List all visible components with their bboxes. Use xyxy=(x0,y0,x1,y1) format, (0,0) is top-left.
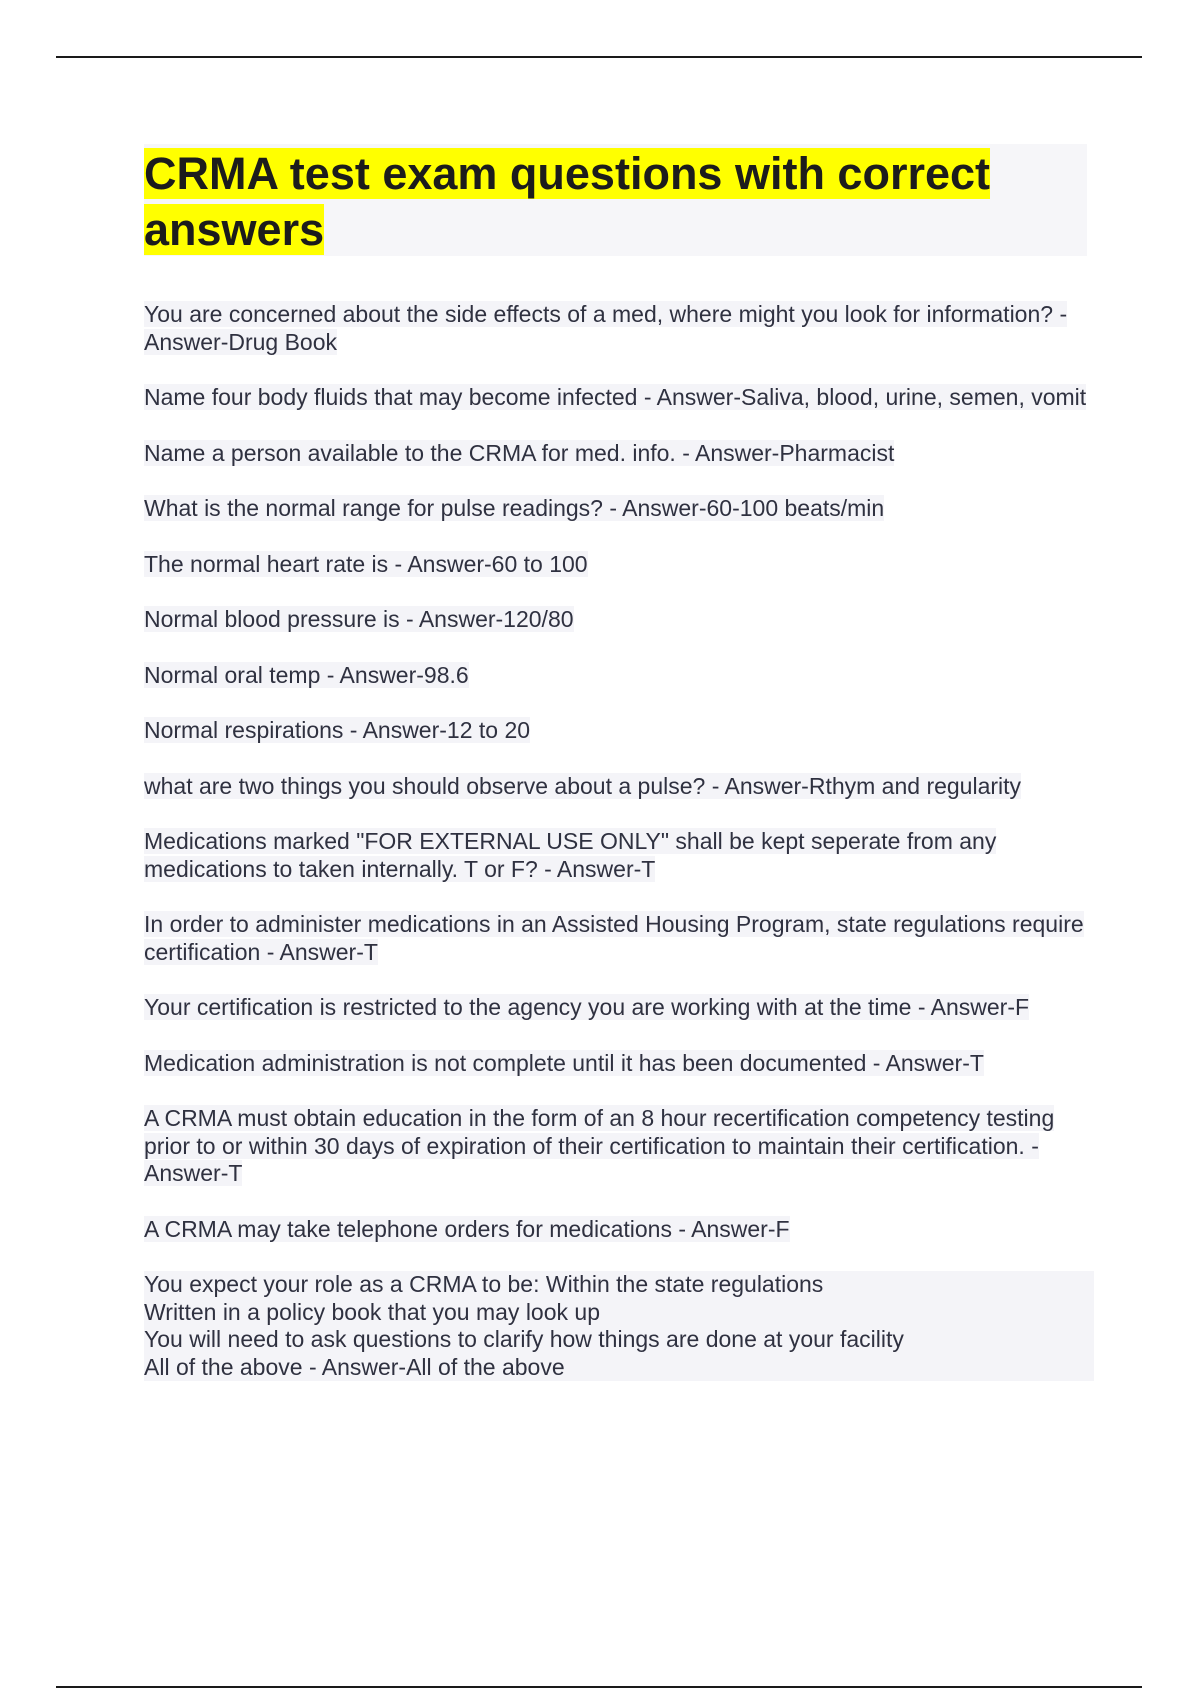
question-item: You are concerned about the side effects of a med, where might you look for information? - Answer-Drug Book xyxy=(144,301,1068,355)
question-item: what are two things you should observe about a pulse? - Answer-Rthym and regularity xyxy=(144,772,1022,799)
question-item: In order to administer medications in an Assisted Housing Program, state regulations require certification - Answer-T xyxy=(144,911,1084,965)
question-item: Medications marked "FOR EXTERNAL USE ONLY" shall be kept seperate from any medications to taken internally. T or F? - Answer-T xyxy=(144,828,997,882)
question-line: You expect your role as a CRMA to be: Within the state regulations xyxy=(144,1271,1094,1299)
question-line: All of the above - Answer-All of the above xyxy=(144,1354,1094,1382)
question-item: Normal respirations - Answer-12 to 20 xyxy=(144,717,531,743)
question-list xyxy=(144,301,1094,1409)
question-item: A CRMA may take telephone orders for medications - Answer-F xyxy=(144,1215,790,1242)
question-item: What is the normal range for pulse readings? - Answer-60-100 beats/min xyxy=(144,495,885,521)
question-item: Normal oral temp - Answer-98.6 xyxy=(144,661,469,688)
page-title: CRMA test exam questions with correct answers xyxy=(144,148,991,255)
question-item: Medication administration is not complete until it has been documented - Answer-T xyxy=(144,1049,984,1076)
bottom-rule xyxy=(56,1686,1142,1688)
question-item: The normal heart rate is - Answer-60 to 100 xyxy=(144,550,588,577)
question-item: Your certification is restricted to the agency you are working with at the time - Answer-F xyxy=(144,994,1030,1020)
question-item: A CRMA must obtain education in the form of an 8 hour recertification competency testing prior to or within 30 days of expiration of their certification to maintain their certification. - Answer-T xyxy=(144,1105,1055,1186)
question-line: Written in a policy book that you may look up xyxy=(144,1299,1094,1327)
question-item: Name four body fluids that may become infected - Answer-Saliva, blood, urine, semen, vomit xyxy=(144,384,1087,410)
question-item: Name a person available to the CRMA for med. info. - Answer-Pharmacist xyxy=(144,439,895,466)
question-line: You will need to ask questions to clarify how things are done at your facility xyxy=(144,1326,1094,1354)
top-rule xyxy=(56,56,1142,58)
question-item-multiline xyxy=(144,1271,1094,1381)
question-item: Normal blood pressure is - Answer-120/80 xyxy=(144,606,574,632)
